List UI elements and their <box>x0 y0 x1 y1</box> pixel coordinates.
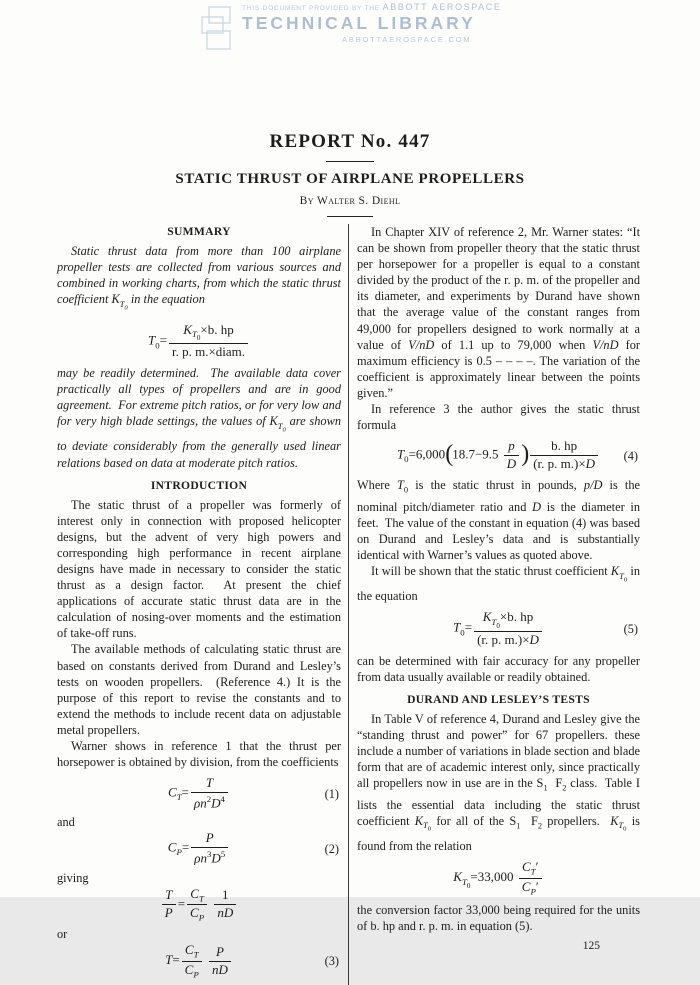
equation-3-number: (3) <box>324 954 339 969</box>
right-paragraph-5: can be determined with fair accuracy for any propeller from data usually available or readily obtained. <box>357 653 640 684</box>
equation-3a <box>57 887 341 924</box>
equation-4-number: (4) <box>623 448 638 463</box>
summary-equation-body: $T_0=$ $\frac{K_{T_0}\times b. hp}{\text{r. p. m.×diam.}}$ <box>148 323 250 360</box>
equation-2 <box>57 831 341 866</box>
equation-kt0 <box>357 860 640 897</box>
report-number: REPORT No. 447 <box>269 131 431 152</box>
equation-1-number: (1) <box>324 786 339 801</box>
introduction-paragraph-3: Warner shows in reference 1 that the thrust per horsepower is obtained by division, from the coefficients <box>57 739 341 770</box>
page-number: 125 <box>582 940 600 953</box>
equation-3b <box>57 943 341 980</box>
equation-2-body: $C_P=$ $\frac{P}{\rho n^3D^5}$ <box>168 831 230 866</box>
page-title: STATIC THRUST OF AIRPLANE PROPELLERS <box>175 171 525 187</box>
equation-5 <box>357 610 640 647</box>
equation-1-body: $C_T=$ $\frac{T}{\rho n^2D^4}$ <box>168 776 230 811</box>
watermark-brand: ABBOTT AEROSPACE <box>382 2 502 12</box>
right-paragraph-2: In reference 3 the author gives the static thrust formula <box>357 402 640 433</box>
equation-kt0-body: $K_{T_0}=33,000$ $\frac{C_T'}{C_P'}$ <box>453 860 543 897</box>
equation-3a-body: $\frac{T}{P}$ = $\frac{C_T}{C_P}$ $\frac{1}{nD}$ <box>160 887 239 924</box>
summary-paragraph-2: may be readily determined. The available data cover practically all types of propellers and are in good agreement. For extreme pitch ratios, or for very low and for very high blade settings, the values of $K_{T_0}$ are shown to deviate considerably from the generally used linear relations based on data at moderate pitch ratios. <box>57 365 341 470</box>
watermark-provided-line: THIS DOCUMENT PROVIDED BY THE ABBOTT AEROSPACE <box>242 2 502 12</box>
equation-5-number: (5) <box>623 621 638 636</box>
summary-paragraph-1: Static thrust data from more than 100 airplane propeller tests are collected from various sources and combined in working charts, from which the static thrust coefficient $K_{T_0}$ in the equation <box>57 244 341 312</box>
right-paragraph-6: In Table V of reference 4, Durand and Lesley give the “standing thrust and power” for 67 propellers. these include a number of variations in blade section and blade form that are of academic interest only, since practically all propellers now in use are in the $S_1$ $F_2$ class. Table I lists the essential data including the static thrust coefficient $K_{T_0}$ for all of the $S_1$ $F_2$ propellers. $K_{T_0}$ is found from the relation <box>357 711 640 854</box>
equation-lead-giving: giving <box>57 870 89 885</box>
right-paragraph-3: Where $T_0$ is the static thrust in pounds, p/D is the nominal pitch/diameter ratio and D is the diameter in feet. The value of the constant in equation (4) was based on Durand and Lesley’s data and is substantially identical with Warner’s values as quoted above. <box>357 478 641 562</box>
equation-1 <box>57 776 341 811</box>
byline: By Walter S. Diehl <box>299 195 401 207</box>
right-paragraph-4: It will be shown that the static thrust coefficient $K_{T_0}$ in the equation <box>357 564 641 604</box>
equation-3b-body: T= $\frac{C_T}{C_P}$ $\frac{P}{nD}$ <box>165 943 233 980</box>
summary-equation <box>57 323 341 360</box>
introduction-paragraph-1: The static thrust of a propeller was formerly of interest only in connection with proposed helicopter designs, but the advent of very high powers and corresponding high performance in recent airplane designs have made in necessary to consider the static thrust as a design factor. At present the chief applications of accurate static thrust data are in the calculation of nosing-over moments and the estimation of take-off runs. <box>57 497 341 641</box>
two-column-body <box>0 217 700 985</box>
watermark <box>196 2 501 56</box>
introduction-paragraph-2: The available methods of calculating static thrust are based on constants derived from Durand and Lesley’s tests on wooden propellers. (Reference 4.) It is the purpose of this report to revise the constants and to extend the methods to include recent data on adjustable metal propellers. <box>57 642 341 737</box>
equation-5-body: $T_0=$ $\frac{K_{T_0}\times b. hp}{(r. p. m.)\times D}$ <box>453 610 544 647</box>
summary-heading: SUMMARY <box>167 225 231 238</box>
header-rule-top <box>326 161 374 162</box>
abbott-aerospace-cube-logo <box>196 4 238 56</box>
equation-2-number: (2) <box>324 841 339 856</box>
introduction-heading: INTRODUCTION <box>150 478 248 492</box>
equation-lead-and: and <box>57 815 75 830</box>
right-paragraph-1: In Chapter XIV of reference 2, Mr. Warner states: “It can be shown from propeller theory that the static thrust per horsepower for a propeller is equal to a constant divided by the product of the r. p. m. of the propeller and its diameter, and experiments by Durand have shown that the average value of the constant ranges from 49,000 for propellers designed to work normally at a value of V/nD of 1.1 up to 79,000 when V/nD for maximum efficiency is 0.5 – – – –. The variation of the coefficient is approximately linear between the points given.” <box>357 225 641 400</box>
right-paragraph-7: the conversion factor 33,000 being required for the units of b. hp and r. p. m. in equation (5). <box>357 902 640 933</box>
equation-4-body: $T_0=6,000(18.7-9.5$ $\frac{p}{D}$ ) $\frac{b. hp}{(r. p. m.)\times D}$ <box>397 439 600 472</box>
durand-lesley-tests-heading: DURAND AND LESLEY’S TESTS <box>407 692 590 706</box>
left-column <box>57 224 348 985</box>
watermark-library-title: TECHNICAL LIBRARY <box>242 13 476 33</box>
watermark-text <box>242 2 501 44</box>
watermark-url: ABBOTTAEROSPACE.COM <box>342 35 472 44</box>
equation-lead-or: or <box>57 927 68 942</box>
right-column <box>348 224 640 985</box>
equation-4 <box>357 439 640 472</box>
